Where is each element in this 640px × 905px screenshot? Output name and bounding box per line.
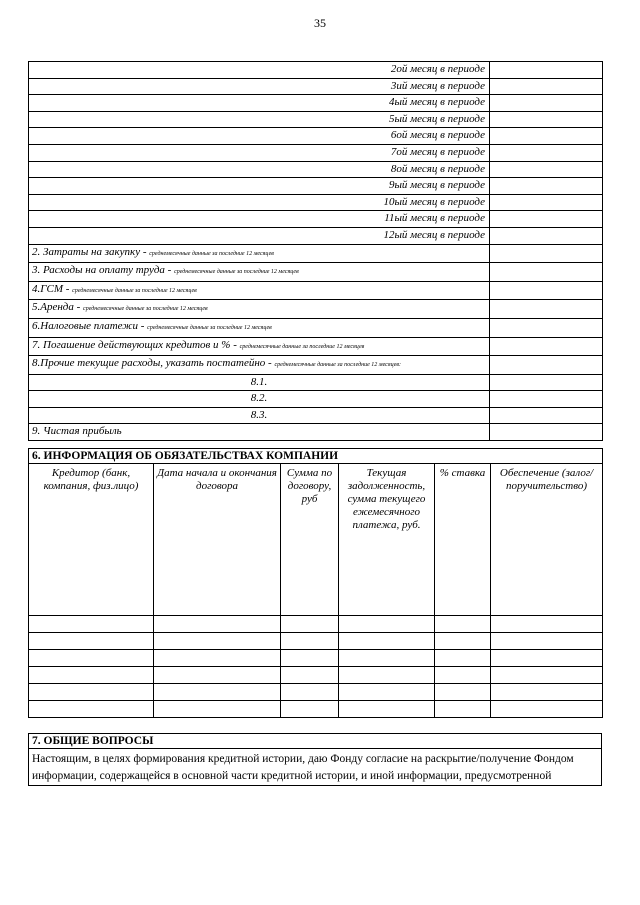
expense-item-title: 7. Погашение действующих кредитов и % - [32, 338, 240, 351]
obligations-column-header: Кредитор (банк, компания, физ.лицо) [29, 464, 154, 616]
subitem-label: 8.3. [29, 407, 490, 424]
obligation-cell[interactable] [281, 667, 339, 684]
obligation-cell[interactable] [435, 684, 491, 701]
subitem-label: 8.1. [29, 374, 490, 391]
obligations-section-title: 6. ИНФОРМАЦИЯ ОБ ОБЯЗАТЕЛЬСТВАХ КОМПАНИИ [29, 449, 603, 464]
obligation-cell[interactable] [29, 684, 154, 701]
page-number: 35 [314, 16, 326, 30]
month-label: 5ый месяц в периоде [29, 111, 490, 128]
expense-item-title: 4.ГСМ - [32, 282, 73, 295]
obligation-cell[interactable] [491, 701, 603, 718]
table-row [29, 650, 603, 667]
expense-value-cell[interactable] [490, 356, 603, 375]
month-label: 4ый месяц в периоде [29, 95, 490, 112]
expense-item-label [29, 281, 490, 300]
table-row [29, 616, 603, 633]
month-label: 6ой месяц в периоде [29, 128, 490, 145]
obligation-cell[interactable] [281, 701, 339, 718]
obligation-cell[interactable] [29, 616, 154, 633]
expense-item-title: 3. Расходы на оплату труда - [32, 264, 175, 277]
obligations-column-header: % ставка [435, 464, 491, 616]
expense-item-label [29, 337, 490, 356]
obligations-column-header: Дата начала и окончания договора [154, 464, 281, 616]
obligation-cell[interactable] [491, 650, 603, 667]
obligation-cell[interactable] [29, 633, 154, 650]
expense-item-note: среднемесячные данные за последние 12 месяцев [72, 287, 197, 294]
obligation-cell[interactable] [339, 633, 435, 650]
obligation-cell[interactable] [281, 650, 339, 667]
general-questions-table [28, 733, 602, 786]
obligations-column-header: Текущая задолженность, сумма текущего ежемесячного платежа, руб. [339, 464, 435, 616]
month-label: 11ый месяц в периоде [29, 211, 490, 228]
table-row [29, 684, 603, 701]
obligation-cell[interactable] [339, 650, 435, 667]
month-value-cell[interactable] [490, 227, 603, 244]
month-label: 3ий месяц в периоде [29, 78, 490, 95]
expense-item-note: среднемесячные данные за последние 12 месяцев [174, 269, 299, 276]
expense-value-cell[interactable] [490, 300, 603, 319]
month-value-cell[interactable] [490, 95, 603, 112]
obligation-cell[interactable] [281, 684, 339, 701]
obligation-cell[interactable] [491, 633, 603, 650]
expense-item-title: 2. Затраты на закупку - [32, 245, 150, 258]
subitem-value-cell[interactable] [490, 391, 603, 408]
expense-value-cell[interactable] [490, 244, 603, 263]
net-profit-value-cell[interactable] [490, 424, 603, 441]
expense-item-label [29, 244, 490, 263]
expense-item-title: 6.Налоговые платежи - [32, 319, 148, 332]
obligation-cell[interactable] [281, 616, 339, 633]
obligation-cell[interactable] [29, 701, 154, 718]
obligation-cell[interactable] [491, 684, 603, 701]
month-value-cell[interactable] [490, 144, 603, 161]
net-profit-label: 9. Чистая прибыль [29, 424, 490, 441]
obligation-cell[interactable] [435, 667, 491, 684]
month-label: 9ый месяц в периоде [29, 178, 490, 195]
expense-item-note: среднемесячные данные за последние 12 месяцев [149, 250, 274, 257]
expense-item-note: среднемесячные данные за последние 12 месяцев [239, 343, 365, 350]
expense-item-label [29, 263, 490, 282]
month-value-cell[interactable] [490, 161, 603, 178]
expense-value-cell[interactable] [490, 318, 603, 337]
general-section-title: 7. ОБЩИЕ ВОПРОСЫ [29, 734, 602, 749]
month-label: 7ой месяц в периоде [29, 144, 490, 161]
table-row [29, 701, 603, 718]
obligation-cell[interactable] [435, 650, 491, 667]
expense-item-label [29, 300, 490, 319]
expense-value-cell[interactable] [490, 281, 603, 300]
month-label: 8ой месяц в периоде [29, 161, 490, 178]
obligation-cell[interactable] [491, 667, 603, 684]
month-label: 12ый месяц в периоде [29, 227, 490, 244]
obligation-cell[interactable] [435, 616, 491, 633]
expense-item-label [29, 318, 490, 337]
expense-item-note: среднемесячные данные за последние 12 месяцев: [274, 362, 402, 369]
month-value-cell[interactable] [490, 62, 603, 79]
consent-text: Настоящим, в целях формирования кредитной истории, даю Фонду согласие на раскрытие/получение Фондом информации, содержащейся в основной части кредитной истории, и иной информации, предусмотренной [29, 749, 602, 786]
month-value-cell[interactable] [490, 78, 603, 95]
obligation-cell[interactable] [339, 701, 435, 718]
obligation-cell[interactable] [154, 633, 281, 650]
income-expense-table [28, 61, 603, 441]
expense-item-note: среднемесячные данные за последние 12 месяцев [83, 306, 208, 313]
obligations-column-header: Сумма по договору, руб [281, 464, 339, 616]
obligation-cell[interactable] [339, 684, 435, 701]
subitem-value-cell[interactable] [490, 374, 603, 391]
obligation-cell[interactable] [154, 616, 281, 633]
month-label: 2ой месяц в периоде [29, 62, 490, 79]
obligations-column-header: Обеспечение (залог/поручительство) [491, 464, 603, 616]
expense-item-title: 5.Аренда - [32, 301, 84, 314]
expense-value-cell[interactable] [490, 263, 603, 282]
month-label: 10ый месяц в периоде [29, 194, 490, 211]
obligation-cell[interactable] [154, 701, 281, 718]
obligation-cell[interactable] [281, 633, 339, 650]
expense-item-title: 8.Прочие текущие расходы, указать постатейно - [32, 357, 275, 370]
obligation-cell[interactable] [154, 650, 281, 667]
obligation-cell[interactable] [29, 650, 154, 667]
obligation-cell[interactable] [339, 616, 435, 633]
obligation-cell[interactable] [435, 633, 491, 650]
obligation-cell[interactable] [154, 684, 281, 701]
obligations-table [28, 448, 603, 718]
month-value-cell[interactable] [490, 111, 603, 128]
obligation-cell[interactable] [29, 667, 154, 684]
month-value-cell[interactable] [490, 178, 603, 195]
expense-item-label [29, 356, 490, 375]
subitem-label: 8.2. [29, 391, 490, 408]
month-value-cell[interactable] [490, 128, 603, 145]
obligation-cell[interactable] [154, 667, 281, 684]
table-row [29, 667, 603, 684]
table-row [29, 633, 603, 650]
month-value-cell[interactable] [490, 211, 603, 228]
expense-item-note: среднемесячные данные за последние 12 месяцев [147, 324, 272, 331]
obligation-cell[interactable] [339, 667, 435, 684]
obligation-cell[interactable] [491, 616, 603, 633]
month-value-cell[interactable] [490, 194, 603, 211]
expense-value-cell[interactable] [490, 337, 603, 356]
subitem-value-cell[interactable] [490, 407, 603, 424]
obligation-cell[interactable] [435, 701, 491, 718]
